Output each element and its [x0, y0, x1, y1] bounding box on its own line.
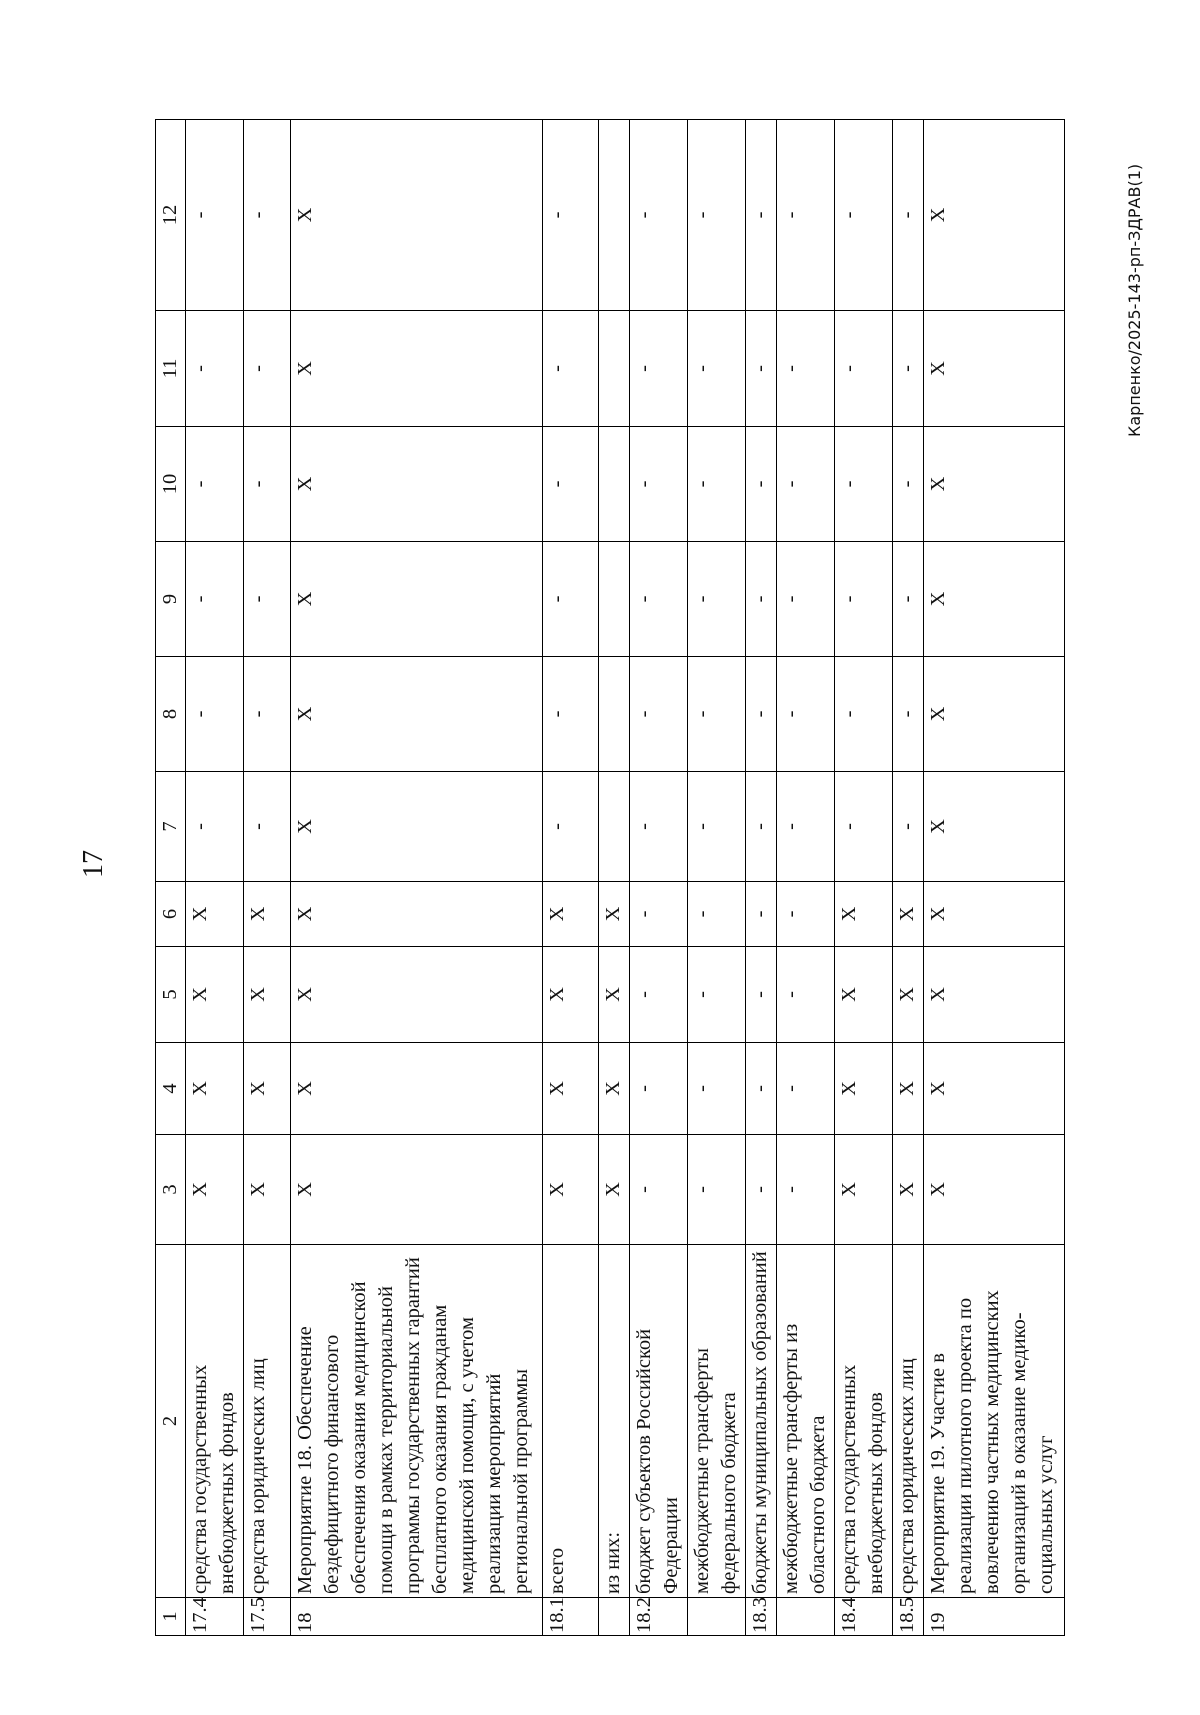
value-cell: X — [186, 1135, 244, 1245]
document-code: Карпенко/2025-143-рп-ЗДРАВ(1) — [1125, 163, 1144, 437]
value-cell: - — [542, 542, 598, 657]
column-header: 3 — [156, 1135, 186, 1245]
value-cell: X — [923, 427, 1064, 542]
row-number: 19 — [923, 1598, 1064, 1636]
row-number: 17.5 — [244, 1598, 291, 1636]
value-cell: X — [893, 1043, 924, 1135]
value-cell: X — [834, 1135, 892, 1245]
row-number: 18.3 — [746, 1598, 777, 1636]
rotated-table-container — [155, 120, 1065, 1636]
table-row — [687, 120, 745, 1636]
value-cell: - — [629, 657, 687, 772]
value-cell: - — [542, 772, 598, 882]
value-cell: - — [687, 657, 745, 772]
value-cell — [598, 427, 629, 542]
table-row — [746, 120, 777, 1636]
value-cell: - — [834, 657, 892, 772]
value-cell: - — [776, 772, 834, 882]
row-number: 17.4 — [186, 1598, 244, 1636]
value-cell: - — [542, 120, 598, 311]
value-cell: - — [542, 311, 598, 427]
value-cell: - — [244, 120, 291, 311]
value-cell: - — [629, 1135, 687, 1245]
value-cell: X — [923, 1135, 1064, 1245]
value-cell: X — [542, 1135, 598, 1245]
value-cell: X — [893, 1135, 924, 1245]
value-cell: - — [893, 120, 924, 311]
value-cell: X — [923, 1043, 1064, 1135]
value-cell — [598, 542, 629, 657]
value-cell: - — [687, 1043, 745, 1135]
value-cell: - — [776, 542, 834, 657]
value-cell: X — [244, 1043, 291, 1135]
value-cell: X — [291, 947, 542, 1043]
header-row — [156, 120, 186, 1636]
value-cell: X — [923, 657, 1064, 772]
value-cell: - — [687, 947, 745, 1043]
value-cell: - — [834, 772, 892, 882]
column-header: 5 — [156, 947, 186, 1043]
table-row — [542, 120, 598, 1636]
value-cell: - — [776, 882, 834, 947]
value-cell: - — [186, 427, 244, 542]
row-name: межбюджетные трансферты федерального бюджета — [687, 1245, 745, 1598]
value-cell: - — [746, 1043, 777, 1135]
value-cell: X — [244, 1135, 291, 1245]
row-number: 18.4 — [834, 1598, 892, 1636]
value-cell: X — [598, 947, 629, 1043]
value-cell — [598, 311, 629, 427]
value-cell: - — [776, 1135, 834, 1245]
value-cell: X — [893, 882, 924, 947]
column-header: 10 — [156, 427, 186, 542]
row-name: из них: — [598, 1245, 629, 1598]
value-cell: - — [687, 427, 745, 542]
value-cell: X — [291, 657, 542, 772]
value-cell: - — [244, 772, 291, 882]
value-cell: - — [776, 120, 834, 311]
row-name: межбюджетные трансферты из областного бюджета — [776, 1245, 834, 1598]
value-cell: - — [746, 120, 777, 311]
table-row — [244, 120, 291, 1636]
value-cell: X — [186, 882, 244, 947]
value-cell: - — [893, 311, 924, 427]
value-cell: X — [291, 1043, 542, 1135]
value-cell: X — [542, 882, 598, 947]
value-cell: X — [291, 311, 542, 427]
value-cell: - — [834, 120, 892, 311]
value-cell: - — [746, 772, 777, 882]
value-cell: X — [186, 947, 244, 1043]
value-cell: - — [244, 427, 291, 542]
value-cell: X — [291, 120, 542, 311]
value-cell: - — [629, 311, 687, 427]
value-cell: X — [834, 882, 892, 947]
value-cell: - — [244, 542, 291, 657]
value-cell: - — [834, 542, 892, 657]
row-name: средства юридических лиц — [244, 1245, 291, 1598]
value-cell: X — [186, 1043, 244, 1135]
row-name: Мероприятие 18. Обеспечение бездефицитного финансового обеспечения оказания медицинской помощи в рамках территориальной программы государственных гарантий бесплатного оказания гражданам медицинской помощи, с учетом реализации мероприятий региональной программы — [291, 1245, 542, 1598]
value-cell: X — [291, 1135, 542, 1245]
value-cell: - — [687, 1135, 745, 1245]
value-cell: X — [291, 542, 542, 657]
value-cell: X — [598, 882, 629, 947]
value-cell: - — [687, 311, 745, 427]
table-row — [834, 120, 892, 1636]
value-cell: - — [893, 657, 924, 772]
table-row — [186, 120, 244, 1636]
value-cell: - — [186, 120, 244, 311]
row-name: бюджет субъектов Российской Федерации — [629, 1245, 687, 1598]
column-header: 6 — [156, 882, 186, 947]
value-cell: - — [244, 311, 291, 427]
value-cell: X — [923, 311, 1064, 427]
table-row — [291, 120, 542, 1636]
value-cell: - — [687, 882, 745, 947]
value-cell: - — [776, 1043, 834, 1135]
value-cell: - — [776, 311, 834, 427]
value-cell: X — [923, 882, 1064, 947]
value-cell: X — [291, 427, 542, 542]
row-number — [776, 1598, 834, 1636]
value-cell: X — [923, 772, 1064, 882]
table-row — [598, 120, 629, 1636]
value-cell: - — [629, 947, 687, 1043]
value-cell: X — [834, 947, 892, 1043]
value-cell: - — [629, 120, 687, 311]
value-cell: - — [834, 427, 892, 542]
value-cell: - — [746, 427, 777, 542]
value-cell: - — [687, 120, 745, 311]
value-cell: - — [629, 542, 687, 657]
value-cell: X — [244, 947, 291, 1043]
value-cell: - — [186, 542, 244, 657]
value-cell: - — [687, 542, 745, 657]
value-cell: - — [186, 772, 244, 882]
value-cell: X — [598, 1135, 629, 1245]
column-header: 1 — [156, 1598, 186, 1636]
value-cell — [598, 657, 629, 772]
row-name: средства государственных внебюджетных фондов — [834, 1245, 892, 1598]
row-number: 18.2 — [629, 1598, 687, 1636]
value-cell: - — [776, 657, 834, 772]
value-cell: X — [542, 1043, 598, 1135]
column-header: 11 — [156, 311, 186, 427]
value-cell: - — [244, 657, 291, 772]
value-cell: X — [923, 542, 1064, 657]
page-number: 17 — [78, 850, 109, 878]
value-cell: X — [291, 882, 542, 947]
table-row — [629, 120, 687, 1636]
row-number: 18.5 — [893, 1598, 924, 1636]
column-header: 4 — [156, 1043, 186, 1135]
value-cell: - — [629, 427, 687, 542]
row-number — [687, 1598, 745, 1636]
value-cell: X — [923, 120, 1064, 311]
value-cell: - — [542, 657, 598, 772]
value-cell: X — [542, 947, 598, 1043]
value-cell: - — [776, 427, 834, 542]
value-cell: X — [834, 1043, 892, 1135]
value-cell: - — [893, 427, 924, 542]
column-header: 12 — [156, 120, 186, 311]
value-cell: - — [542, 427, 598, 542]
column-header: 2 — [156, 1245, 186, 1598]
value-cell: - — [776, 947, 834, 1043]
row-name: средства юридических лиц — [893, 1245, 924, 1598]
budget-table — [155, 119, 1065, 1636]
row-number: 18.1 — [542, 1598, 598, 1636]
value-cell: - — [746, 947, 777, 1043]
table-row — [893, 120, 924, 1636]
value-cell: - — [746, 1135, 777, 1245]
value-cell: - — [629, 1043, 687, 1135]
value-cell: X — [923, 947, 1064, 1043]
value-cell: - — [629, 772, 687, 882]
value-cell: X — [244, 882, 291, 947]
value-cell: X — [893, 947, 924, 1043]
column-header: 7 — [156, 772, 186, 882]
value-cell: X — [291, 772, 542, 882]
value-cell: - — [746, 882, 777, 947]
row-number — [598, 1598, 629, 1636]
value-cell: - — [746, 657, 777, 772]
value-cell: - — [834, 311, 892, 427]
column-header: 9 — [156, 542, 186, 657]
row-name: Мероприятие 19. Участие в реализации пилотного проекта по вовлечению частных медицинских организаций в оказание медико-социальных услуг — [923, 1245, 1064, 1598]
row-name: средства государственных внебюджетных фондов — [186, 1245, 244, 1598]
value-cell: - — [893, 542, 924, 657]
table-row — [923, 120, 1064, 1636]
value-cell: - — [186, 311, 244, 427]
value-cell: - — [746, 311, 777, 427]
row-name: бюджеты муниципальных образований — [746, 1245, 777, 1598]
value-cell: - — [186, 657, 244, 772]
value-cell: - — [687, 772, 745, 882]
value-cell — [598, 772, 629, 882]
value-cell: - — [629, 882, 687, 947]
table-row — [776, 120, 834, 1636]
value-cell: - — [893, 772, 924, 882]
value-cell: - — [746, 542, 777, 657]
value-cell — [598, 120, 629, 311]
value-cell: X — [598, 1043, 629, 1135]
row-number: 18 — [291, 1598, 542, 1636]
column-header: 8 — [156, 657, 186, 772]
row-name: всего — [542, 1245, 598, 1598]
